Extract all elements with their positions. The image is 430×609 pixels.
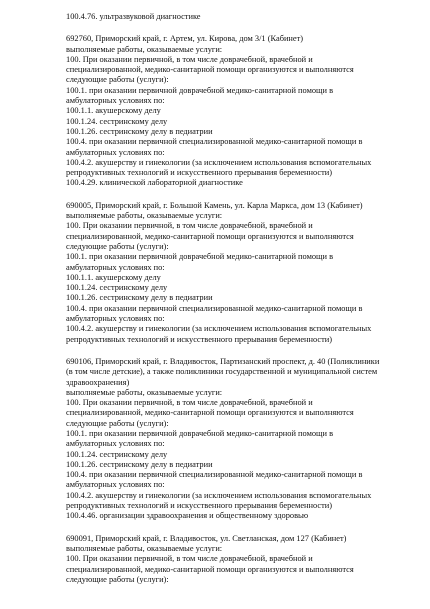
text-line: амбулаторных условиях по:: [66, 314, 165, 324]
text-line: 100.4.2. акушерству и гинекологии (за исключением использования вспомогательных: [66, 490, 372, 500]
text-line: амбулаторных условиях по:: [66, 96, 165, 106]
text-line: 690005, Приморский край, г. Большой Камень, ул. Карла Маркса, дом 13 (Кабинет): [66, 200, 363, 210]
text-line: выполняемые работы, оказываемые услуги:: [66, 543, 223, 553]
text-line: 100.1.26. сестринскому делу в педиатрии: [66, 293, 213, 303]
text-line: 100.4. при оказании первичной специализированной медико-санитарной помощи в: [66, 137, 363, 147]
text-line: 100.1. при оказании первичной доврачебной медико-санитарной помощи в: [66, 85, 334, 95]
text-line: 100.1.24. сестринскому делу: [66, 283, 168, 293]
text-line: 100. При оказании первичной, в том числе доврачебной, врачебной и: [66, 54, 313, 64]
text-line: (в том числе детские), а также поликлиники государственной и муниципальной систем: [66, 367, 378, 377]
text-line: выполняемые работы, оказываемые услуги:: [66, 211, 223, 221]
text-line: специализированной, медико-санитарной помощи организуются и выполняются: [66, 65, 354, 75]
document-page: [66, 12, 381, 585]
text-line: здравоохранения): [66, 377, 130, 387]
text-line: 100.1.24. сестринскому делу: [66, 116, 168, 126]
text-line: 690091, Приморский край, г. Владивосток, ул. Светланская, дом 127 (Кабинет): [66, 533, 347, 543]
text-line: специализированной, медико-санитарной помощи организуются и выполняются: [66, 408, 354, 418]
text-line: 100. При оказании первичной, в том числе доврачебной, врачебной и: [66, 221, 313, 231]
text-line: 100.1.1. акушерскому делу: [66, 272, 161, 282]
license-address-block: [66, 357, 381, 522]
license-address-block: [66, 201, 381, 345]
text-line: репродуктивных технологий и искусственного прерывания беременности): [66, 334, 333, 344]
text-line: выполняемые работы, оказываемые услуги:: [66, 44, 223, 54]
text-line: 100.4. при оказании первичной специализированной медико-санитарной помощи в: [66, 470, 363, 480]
text-line: 100.1. при оказании первичной доврачебной медико-санитарной помощи в: [66, 252, 334, 262]
text-line: 100.1.26. сестринскому делу в педиатрии: [66, 459, 213, 469]
text-line: амбулаторных условиях по:: [66, 480, 165, 490]
text-line: 100.4. при оказании первичной специализированной медико-санитарной помощи в: [66, 303, 363, 313]
text-line: 100.1.24. сестринскому делу: [66, 449, 168, 459]
text-line: 100.1. при оказании первичной доврачебной медико-санитарной помощи в: [66, 428, 334, 438]
text-line: амбулаторных условиях по:: [66, 439, 165, 449]
license-address-block: [66, 34, 381, 188]
text-line: 100.4.2. акушерству и гинекологии (за исключением использования вспомогательных: [66, 324, 372, 334]
text-line: следующие работы (услуги):: [66, 241, 169, 251]
text-line: 100.1.1. акушерскому делу: [66, 106, 161, 116]
text-line: 100. При оказании первичной, в том числе доврачебной, врачебной и: [66, 398, 313, 408]
text-line: репродуктивных технологий и искусственного прерывания беременности): [66, 501, 333, 511]
text-line: 692760, Приморский край, г. Артем, ул. Кирова, дом 3/1 (Кабинет): [66, 34, 304, 44]
license-address-block: [66, 534, 381, 585]
text-line: 100.4.76. ультразвуковой диагностике: [66, 12, 201, 21]
text-line: 100. При оказании первичной, в том числе доврачебной, врачебной и: [66, 554, 313, 564]
text-line: следующие работы (услуги):: [66, 574, 169, 584]
text-line: амбулаторных условиях по:: [66, 147, 165, 157]
text-line: 690106, Приморский край, г. Владивосток, Партизанский проспект, д. 40 (Поликлиники: [66, 356, 380, 366]
text-line: 100.4.29. клинической лабораторной диагностике: [66, 178, 243, 188]
text-line: выполняемые работы, оказываемые услуги:: [66, 387, 223, 397]
license-address-block: [66, 12, 381, 22]
text-line: 100.4.46. организации здравоохранения и общественному здоровью: [66, 511, 309, 521]
text-line: репродуктивных технологий и искусственного прерывания беременности): [66, 168, 333, 178]
text-line: амбулаторных условиях по:: [66, 262, 165, 272]
text-line: 100.1.26. сестринскому делу в педиатрии: [66, 126, 213, 136]
text-line: следующие работы (услуги):: [66, 75, 169, 85]
text-line: специализированной, медико-санитарной помощи организуются и выполняются: [66, 564, 354, 574]
text-line: 100.4.2. акушерству и гинекологии (за исключением использования вспомогательных: [66, 157, 372, 167]
text-line: специализированной, медико-санитарной помощи организуются и выполняются: [66, 231, 354, 241]
text-line: следующие работы (услуги):: [66, 418, 169, 428]
